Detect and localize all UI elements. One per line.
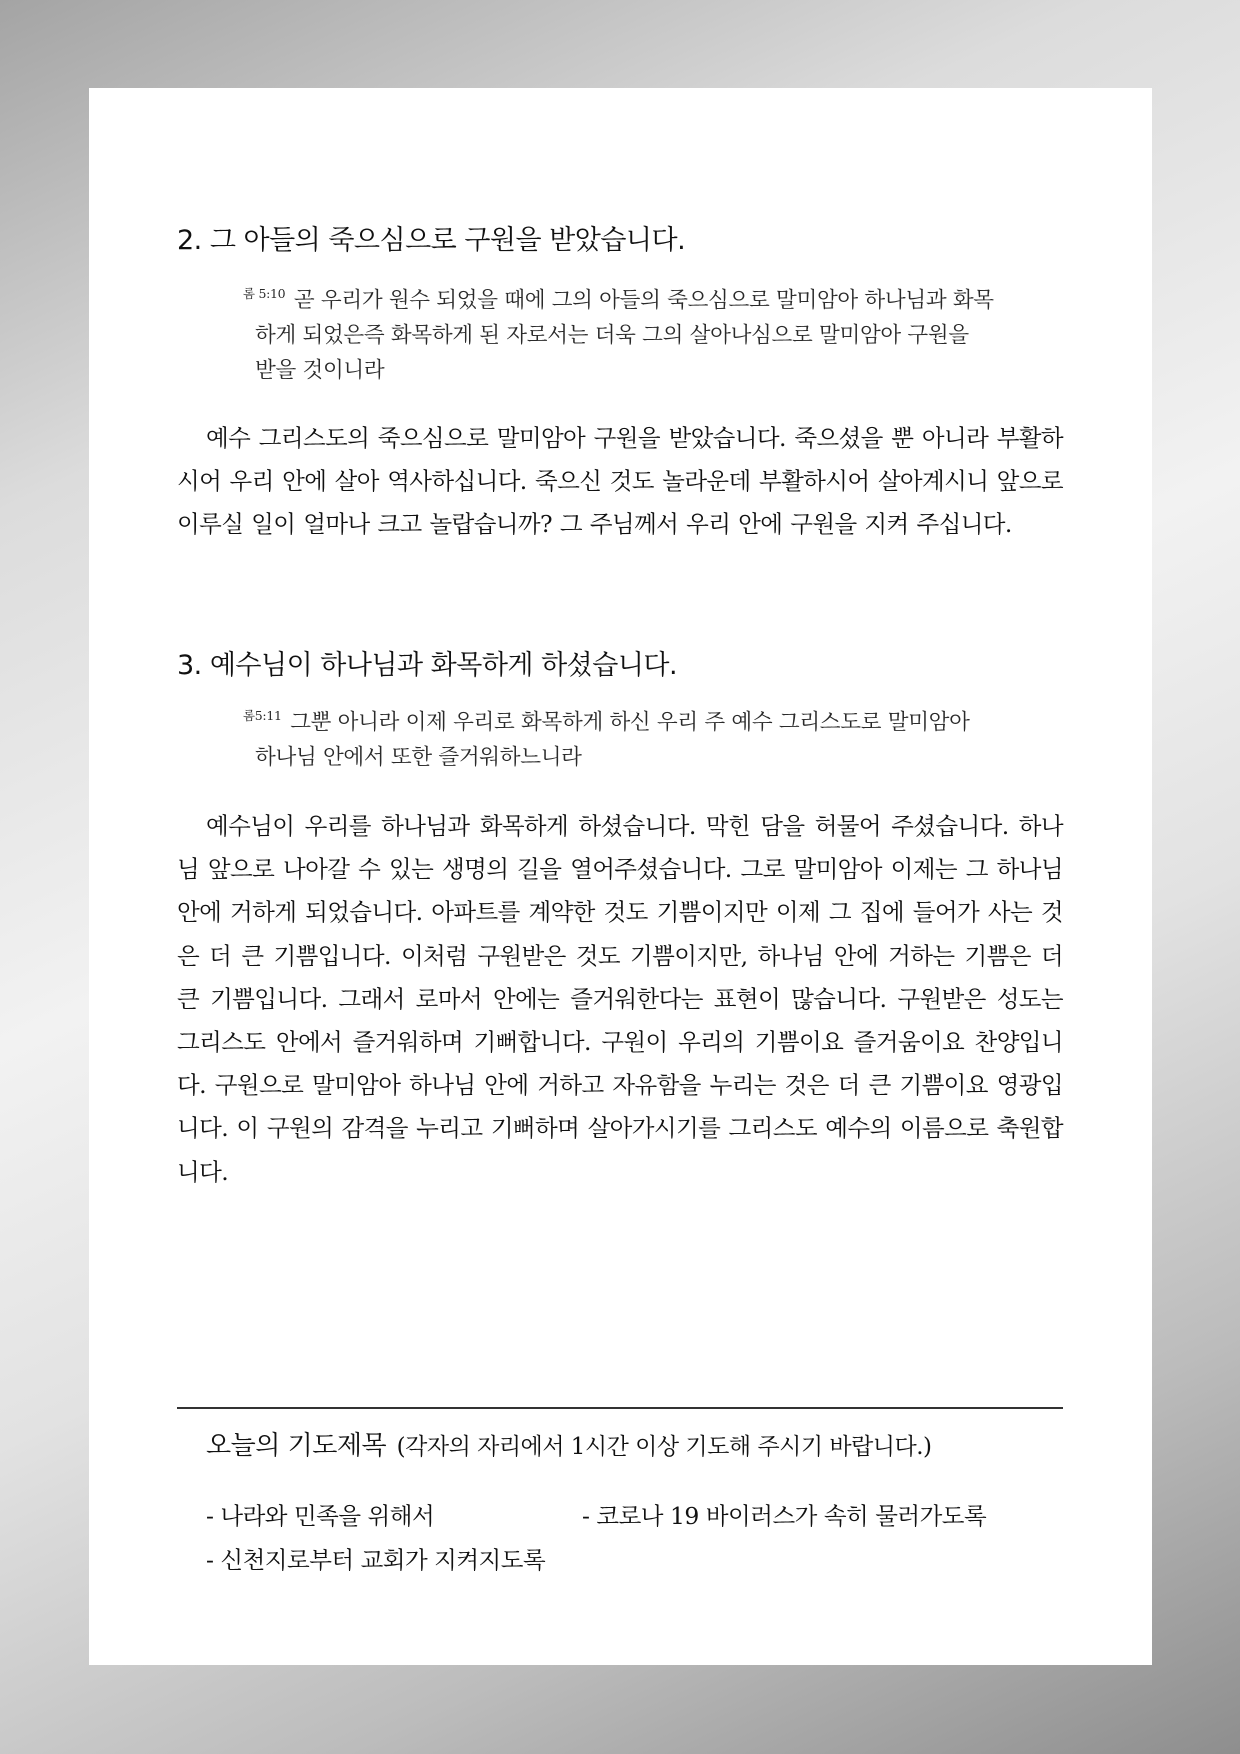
section-2-verse-text: 곧 우리가 원수 되었을 때에 그의 아들의 죽으심으로 말미암아 하나님과 화목하게 되었은즉 화목하게 된 자로서는 더욱 그의 살아나심으로 말미암아 구원을 받을 것이니라 [255, 288, 994, 383]
section-3-heading: 3. 예수님이 하나님과 화목하게 하셨습니다. [177, 650, 678, 681]
section-3-verse-ref: 롬5:11 [243, 708, 282, 723]
section-2-verse [243, 276, 995, 388]
section-2-verse-ref: 롬 5:10 [243, 286, 286, 301]
section-3-verse-text: 그뿐 아니라 이제 우리로 화목하게 하신 우리 주 예수 그리스도로 말미암아 하나님 안에서 또한 즐거워하느니라 [255, 710, 970, 770]
prayer-title-main: 오늘의 기도제목 [206, 1431, 387, 1461]
document-page [89, 88, 1152, 1665]
prayer-title [206, 1425, 932, 1462]
section-2-paragraph: 예수 그리스도의 죽으심으로 말미암아 구원을 받았습니다. 죽으셨을 뿐 아니라 부활하시어 우리 안에 살아 역사하십니다. 죽으신 것도 놀라운데 부활하시어 살아계시니 앞으로 이루실 일이 얼마나 크고 놀랍습니까? 그 주님께서 우리 안에 구원을 지켜 주십니다. [177, 424, 1063, 539]
section-3-paragraph: 예수님이 우리를 하나님과 화목하게 하셨습니다. 막힌 담을 허물어 주셨습니다. 하나님 앞으로 나아갈 수 있는 생명의 길을 열어주셨습니다. 그로 말미암아 이제는 그 하나님 안에 거하게 되었습니다. 아파트를 계약한 것도 기쁨이지만 이제 그 집에 들어가 사는 것은 더 큰 기쁨입니다. 이처럼 구원받은 것도 기쁨이지만, 하나님 안에 거하는 기쁨은 더 큰 기쁨입니다. 그래서 로마서 안에는 즐거워한다는 표현이 많습니다. 구원받은 성도는 그리스도 안에서 즐거워하며 기뻐합니다. 구원이 우리의 기쁨이요 즐거움이요 찬양입니다. 구원으로 말미암아 하나님 안에 거하고 자유함을 누리는 것은 더 큰 기쁨이요 영광입니다. 이 구원의 감격을 누리고 기뻐하며 살아가시기를 그리스도 예수의 이름으로 축원합니다. [177, 812, 1063, 1186]
section-3-verse [243, 698, 995, 775]
prayer-item: - 코로나 19 바이러스가 속히 물러가도록 [582, 1502, 987, 1530]
prayer-title-subtitle: (각자의 자리에서 1시간 이상 기도해 주시기 바랍니다.) [396, 1434, 932, 1460]
section-2-heading: 2. 그 아들의 죽으심으로 구원을 받았습니다. [177, 225, 686, 256]
prayer-item: - 나라와 민족을 위해서 [206, 1502, 435, 1530]
prayer-divider [177, 1407, 1063, 1409]
prayer-item: - 신천지로부터 교회가 지켜지도록 [206, 1546, 546, 1574]
